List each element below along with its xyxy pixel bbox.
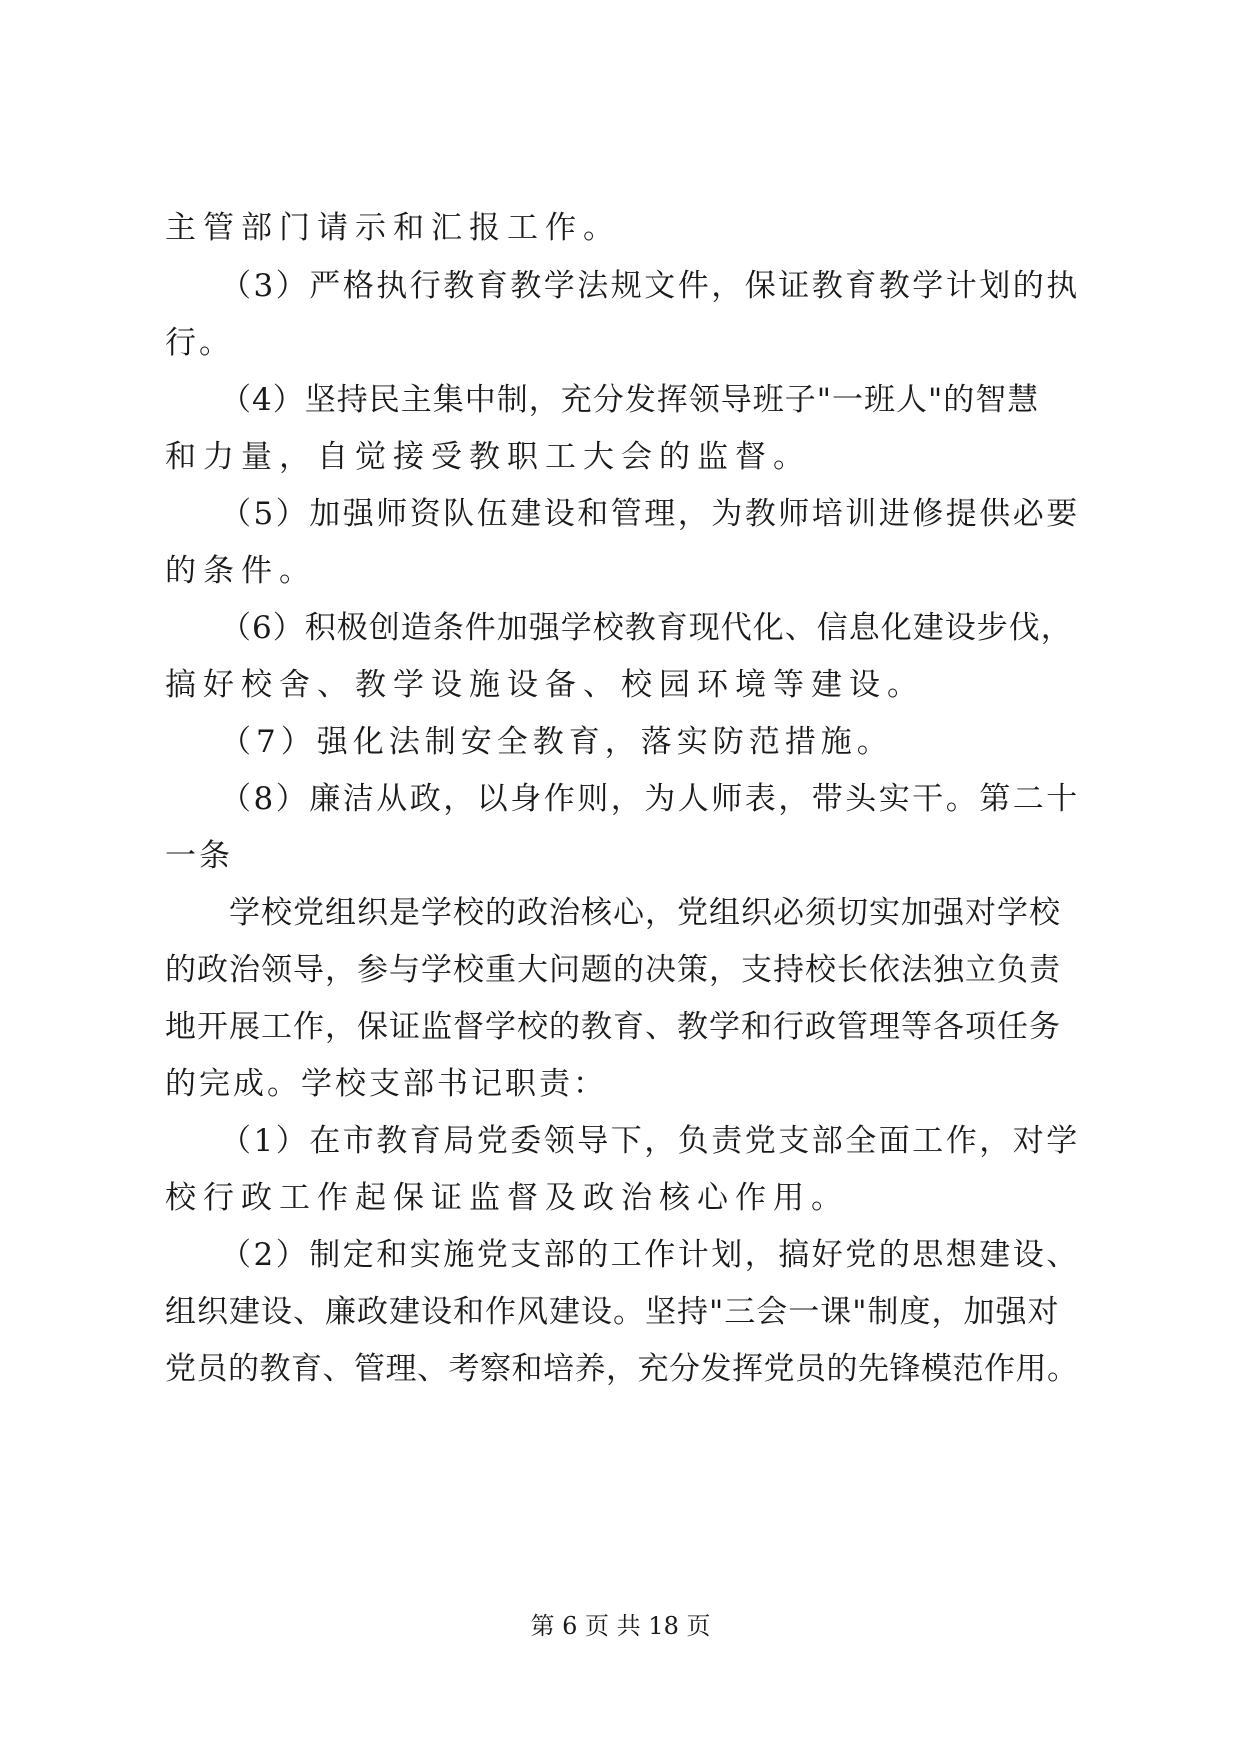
paragraph-line: （8）廉洁从政，以身作则，为人师表，带头实干。第二十: [220, 781, 1080, 817]
paragraph-line: 校行政工作起保证监督及政治核心作用。: [165, 1180, 849, 1216]
paragraph-line: 的条件。: [165, 553, 317, 589]
paragraph-line: 和力量，自觉接受教职工大会的监督。: [165, 439, 811, 475]
paragraph-line: 行。: [165, 325, 233, 361]
paragraph-line: 的完成。学校支部书记职责：: [165, 1066, 607, 1102]
paragraph-line: （4）坚持民主集中制，充分发挥领导班子"一班人"的智慧: [220, 382, 1040, 418]
paragraph-line: 地开展工作，保证监督学校的教育、教学和行政管理等各项任务: [165, 1009, 1061, 1045]
paragraph-line: （7）强化法制安全教育，落实防范措施。: [220, 724, 893, 760]
paragraph-line: （6）积极创造条件加强学校教育现代化、信息化建设步伐，: [220, 610, 1073, 646]
page-number-footer: 第 6 页 共 18 页: [530, 1612, 711, 1640]
paragraph-line: （2）制定和实施党支部的工作计划，搞好党的思想建设、: [220, 1237, 1080, 1273]
paragraph-line: 学校党组织是学校的政治核心，党组织必须切实加强对学校: [229, 895, 1061, 931]
paragraph-line: 主管部门请示和汇报工作。: [165, 210, 621, 246]
paragraph-line: 搞好校舍、教学设施设备、校园环境等建设。: [165, 667, 925, 703]
paragraph-line: （5）加强师资队伍建设和管理，为教师培训进修提供必要: [220, 496, 1080, 532]
paragraph-line: 组织建设、廉政建设和作风建设。坚持"三会一课"制度，加强对: [165, 1294, 1060, 1330]
paragraph-line: 一条: [165, 838, 233, 874]
paragraph-line: （1）在市教育局党委领导下，负责党支部全面工作，对学: [220, 1123, 1080, 1159]
paragraph-line: （3）严格执行教育教学法规文件，保证教育教学计划的执: [220, 268, 1080, 304]
paragraph-line: 的政治领导，参与学校重大问题的决策，支持校长依法独立负责: [165, 952, 1061, 988]
paragraph-line: 党员的教育、管理、考察和培养，充分发挥党员的先锋模范作用。: [165, 1351, 1079, 1387]
